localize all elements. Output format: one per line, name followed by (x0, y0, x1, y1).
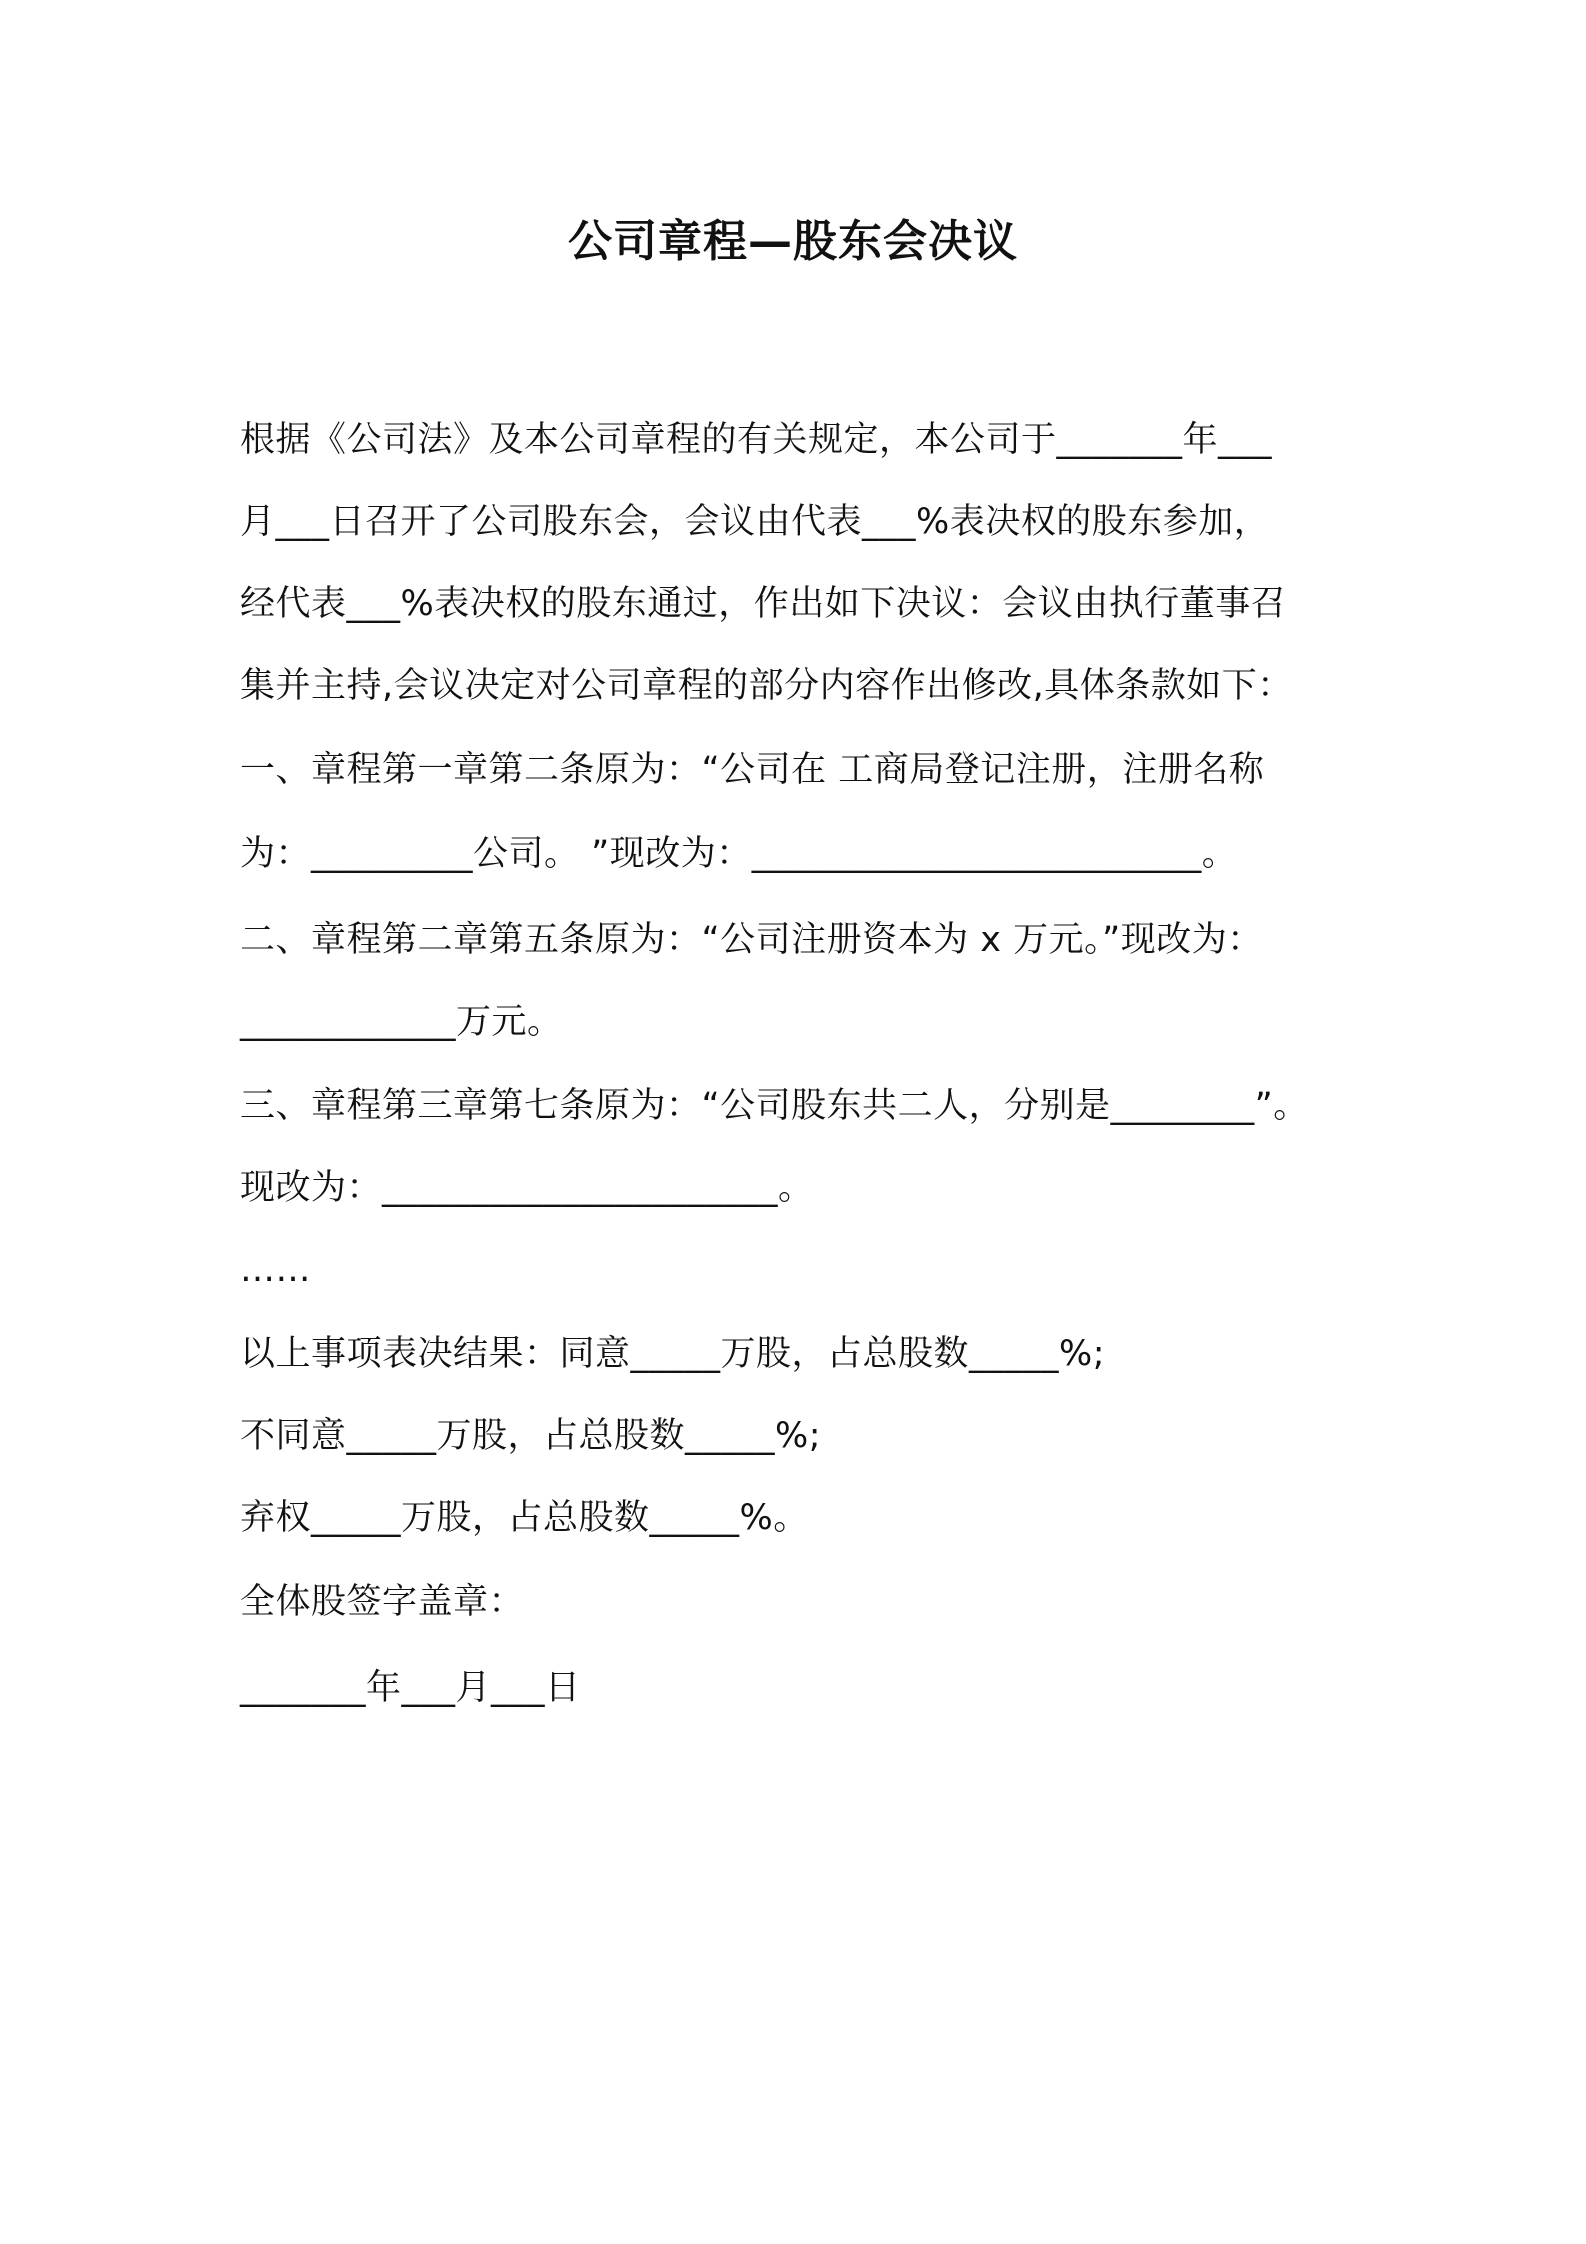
paragraph-line: 月___日召开了公司股东会，会议由代表___%表决权的股东参加， (240, 502, 1270, 542)
clause-two-line: 二、章程第二章第五条原为：“公司注册资本为 x 万元。”现改为： (240, 920, 1263, 960)
clause-two-line: ____________万元。 (240, 1002, 563, 1042)
vote-result-line: 弃权_____万股，占总股数_____%。 (240, 1498, 809, 1538)
vote-result-line: 不同意_____万股，占总股数_____%; (240, 1416, 822, 1456)
date-line: _______年___月___日 (240, 1668, 581, 1708)
signature-label: 全体股签字盖章： (240, 1582, 525, 1622)
document-title: 公司章程—股东会决议 (568, 216, 1018, 267)
clause-three-line: 现改为：______________________。 (240, 1168, 814, 1208)
ellipsis-line: …… (240, 1250, 311, 1290)
clause-three-line: 三、章程第三章第七条原为：“公司股东共二人，分别是________”。 (240, 1086, 1309, 1126)
vote-result-line: 以上事项表决结果：同意_____万股，占总股数_____%; (240, 1334, 1106, 1374)
paragraph-line: 集并主持,会议决定对公司章程的部分内容作出修改,具体条款如下： (240, 666, 1293, 706)
paragraph-line: 经代表___%表决权的股东通过，作出如下决议：会议由执行董事召 (240, 584, 1287, 624)
paragraph-line: 根据《公司法》及本公司章程的有关规定，本公司于_______年___ (240, 420, 1273, 460)
clause-one-line: 一、章程第一章第二条原为：“公司在 工商局登记注册，注册名称 (240, 750, 1265, 790)
clause-one-line: 为：_________公司。 ”现改为：_________________________。 (240, 834, 1238, 874)
